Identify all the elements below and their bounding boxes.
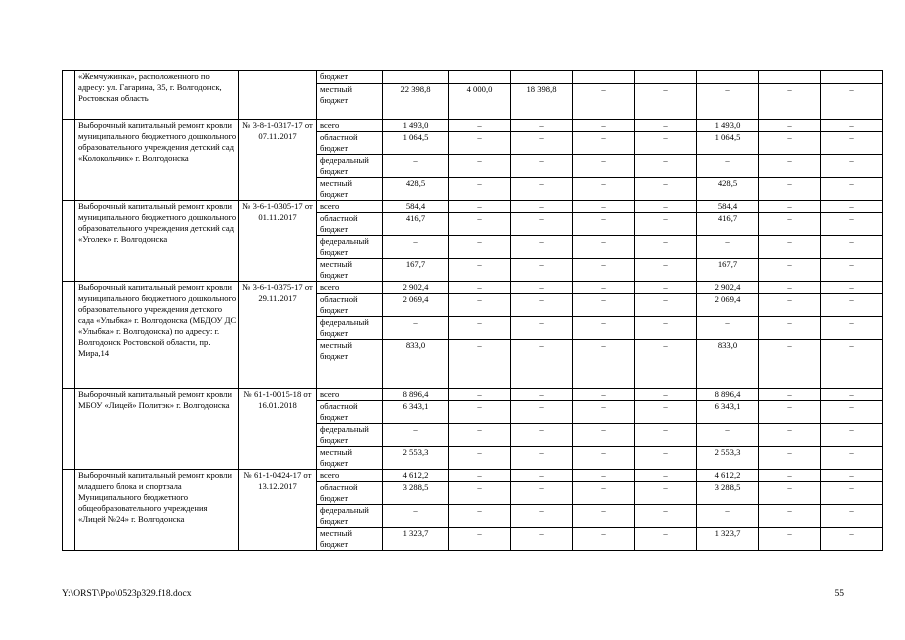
- amount-cell: –: [449, 505, 511, 528]
- amount-cell: 167,7: [383, 259, 449, 282]
- amount-cell: –: [635, 213, 697, 236]
- amount-cell: –: [511, 505, 573, 528]
- amount-cell: –: [697, 84, 759, 120]
- amount-cell: –: [449, 482, 511, 505]
- amount-cell: –: [759, 401, 821, 424]
- amount-cell: –: [449, 178, 511, 201]
- amount-cell: –: [759, 236, 821, 259]
- amount-cell: –: [573, 470, 635, 482]
- amount-cell: –: [759, 120, 821, 132]
- amount-cell: –: [821, 401, 883, 424]
- amount-cell: –: [635, 317, 697, 340]
- amount-cell: –: [821, 447, 883, 470]
- amount-cell: 1 323,7: [383, 528, 449, 551]
- amount-cell: –: [635, 389, 697, 401]
- amount-cell: –: [449, 340, 511, 389]
- amount-cell: –: [635, 155, 697, 178]
- object-description: «Жемчужинка», расположенного по адресу: ул. Гагарина, 35, г. Волгодонск, Ростовская область: [75, 71, 239, 120]
- table-row: [63, 201, 883, 213]
- amount-cell: –: [759, 470, 821, 482]
- funding-source: всего: [317, 201, 383, 213]
- funding-source: федеральный бюджет: [317, 155, 383, 178]
- amount-cell: –: [449, 294, 511, 317]
- amount-cell: 584,4: [383, 201, 449, 213]
- amount-cell: 4 000,0: [449, 84, 511, 120]
- funding-source: всего: [317, 120, 383, 132]
- amount-cell: –: [511, 447, 573, 470]
- amount-cell: 833,0: [383, 340, 449, 389]
- amount-cell: –: [511, 155, 573, 178]
- amount-cell: –: [573, 282, 635, 294]
- amount-cell: 2 553,3: [697, 447, 759, 470]
- object-description: Выборочный капитальный ремонт кровли муниципального бюджетного дошкольного образовательного учреждения детского сада «Улыбка» г. Волгодонска (МБДОУ ДС «Улыбка» г. Волгодонска) по адресу: г. Волгодонск Ростовской области, пр. Мира,14: [75, 282, 239, 389]
- amount-cell: –: [821, 178, 883, 201]
- funding-source: областной бюджет: [317, 401, 383, 424]
- object-description: Выборочный капитальный ремонт кровли младшего блока и спортзала Муниципального бюджетного общеобразовательного учреждения «Лицей №24» г. Волгодонска: [75, 470, 239, 551]
- amount-cell: 8 896,4: [383, 389, 449, 401]
- amount-cell: –: [449, 424, 511, 447]
- amount-cell: –: [573, 201, 635, 213]
- amount-cell: –: [573, 317, 635, 340]
- amount-cell: –: [573, 132, 635, 155]
- amount-cell: [697, 71, 759, 84]
- amount-cell: –: [573, 528, 635, 551]
- amount-cell: –: [449, 401, 511, 424]
- amount-cell: –: [821, 213, 883, 236]
- amount-cell: –: [759, 213, 821, 236]
- amount-cell: –: [511, 201, 573, 213]
- amount-cell: –: [697, 236, 759, 259]
- amount-cell: –: [573, 482, 635, 505]
- amount-cell: 1 323,7: [697, 528, 759, 551]
- amount-cell: –: [573, 84, 635, 120]
- row-index-cell: [63, 71, 75, 120]
- amount-cell: –: [449, 155, 511, 178]
- contract-number: № 3-8-1-0317-17 от 07.11.2017: [239, 120, 317, 201]
- footer-page-number: 55: [834, 589, 844, 599]
- amount-cell: –: [759, 447, 821, 470]
- amount-cell: –: [573, 505, 635, 528]
- amount-cell: –: [821, 505, 883, 528]
- amount-cell: –: [759, 424, 821, 447]
- amount-cell: –: [511, 236, 573, 259]
- budget-table: [62, 70, 883, 551]
- amount-cell: –: [573, 340, 635, 389]
- amount-cell: –: [573, 259, 635, 282]
- amount-cell: –: [511, 389, 573, 401]
- contract-number: № 61-1-0015-18 от 16.01.2018: [239, 389, 317, 470]
- amount-cell: 833,0: [697, 340, 759, 389]
- amount-cell: [635, 71, 697, 84]
- amount-cell: –: [383, 236, 449, 259]
- amount-cell: –: [383, 155, 449, 178]
- row-index-cell: [63, 389, 75, 470]
- amount-cell: 2 553,3: [383, 447, 449, 470]
- amount-cell: –: [573, 401, 635, 424]
- amount-cell: –: [449, 389, 511, 401]
- amount-cell: 2 902,4: [383, 282, 449, 294]
- amount-cell: –: [821, 482, 883, 505]
- amount-cell: –: [759, 317, 821, 340]
- amount-cell: 1 493,0: [383, 120, 449, 132]
- amount-cell: 416,7: [383, 213, 449, 236]
- amount-cell: –: [573, 294, 635, 317]
- amount-cell: –: [635, 482, 697, 505]
- funding-source: местный бюджет: [317, 178, 383, 201]
- amount-cell: –: [511, 317, 573, 340]
- funding-source: федеральный бюджет: [317, 236, 383, 259]
- amount-cell: –: [759, 84, 821, 120]
- table-row: [63, 470, 883, 482]
- amount-cell: –: [759, 294, 821, 317]
- amount-cell: –: [759, 282, 821, 294]
- amount-cell: –: [449, 447, 511, 470]
- amount-cell: –: [449, 213, 511, 236]
- amount-cell: –: [573, 236, 635, 259]
- object-description: Выборочный капитальный ремонт кровли муниципального бюджетного дошкольного образовательного учреждения детский сад «Уголек» г. Волгодонска: [75, 201, 239, 282]
- amount-cell: –: [821, 259, 883, 282]
- amount-cell: –: [697, 424, 759, 447]
- amount-cell: –: [821, 470, 883, 482]
- contract-number: № 3-6-1-0305-17 от 01.11.2017: [239, 201, 317, 282]
- amount-cell: –: [635, 294, 697, 317]
- amount-cell: –: [635, 401, 697, 424]
- amount-cell: –: [383, 317, 449, 340]
- row-index-cell: [63, 470, 75, 551]
- amount-cell: –: [511, 178, 573, 201]
- amount-cell: 167,7: [697, 259, 759, 282]
- amount-cell: 3 288,5: [383, 482, 449, 505]
- row-index-cell: [63, 282, 75, 389]
- amount-cell: –: [511, 282, 573, 294]
- amount-cell: –: [449, 259, 511, 282]
- funding-source: областной бюджет: [317, 132, 383, 155]
- amount-cell: [759, 71, 821, 84]
- amount-cell: –: [821, 201, 883, 213]
- amount-cell: [573, 71, 635, 84]
- amount-cell: –: [635, 259, 697, 282]
- amount-cell: –: [635, 424, 697, 447]
- table-row: [63, 120, 883, 132]
- amount-cell: 2 069,4: [697, 294, 759, 317]
- funding-source: местный бюджет: [317, 528, 383, 551]
- amount-cell: –: [635, 201, 697, 213]
- amount-cell: –: [635, 282, 697, 294]
- funding-source: областной бюджет: [317, 482, 383, 505]
- amount-cell: –: [511, 401, 573, 424]
- amount-cell: –: [635, 178, 697, 201]
- amount-cell: –: [635, 84, 697, 120]
- amount-cell: 22 398,8: [383, 84, 449, 120]
- amount-cell: –: [573, 424, 635, 447]
- funding-source: всего: [317, 389, 383, 401]
- amount-cell: –: [635, 236, 697, 259]
- amount-cell: –: [759, 340, 821, 389]
- amount-cell: –: [449, 236, 511, 259]
- funding-source: местный бюджет: [317, 340, 383, 389]
- amount-cell: –: [511, 340, 573, 389]
- amount-cell: 2 902,4: [697, 282, 759, 294]
- amount-cell: –: [759, 178, 821, 201]
- amount-cell: –: [383, 424, 449, 447]
- amount-cell: 8 896,4: [697, 389, 759, 401]
- amount-cell: 18 398,8: [511, 84, 573, 120]
- amount-cell: –: [511, 120, 573, 132]
- amount-cell: –: [573, 447, 635, 470]
- funding-source: областной бюджет: [317, 213, 383, 236]
- object-description: Выборочный капитальный ремонт кровли МБОУ «Лицей» Политэк» г. Волгодонска: [75, 389, 239, 470]
- funding-source: местный бюджет: [317, 259, 383, 282]
- amount-cell: –: [821, 389, 883, 401]
- amount-cell: [449, 71, 511, 84]
- table-row: [63, 389, 883, 401]
- contract-number: № 3-6-1-0375-17 от 29.11.2017: [239, 282, 317, 389]
- row-index-cell: [63, 201, 75, 282]
- amount-cell: –: [511, 132, 573, 155]
- amount-cell: –: [759, 528, 821, 551]
- amount-cell: –: [759, 389, 821, 401]
- amount-cell: –: [449, 282, 511, 294]
- amount-cell: –: [511, 259, 573, 282]
- funding-source: бюджет: [317, 71, 383, 84]
- amount-cell: –: [821, 282, 883, 294]
- amount-cell: [383, 71, 449, 84]
- table-row: [63, 282, 883, 294]
- amount-cell: 416,7: [697, 213, 759, 236]
- amount-cell: –: [759, 259, 821, 282]
- amount-cell: –: [573, 155, 635, 178]
- amount-cell: –: [511, 424, 573, 447]
- amount-cell: 428,5: [697, 178, 759, 201]
- amount-cell: –: [697, 317, 759, 340]
- amount-cell: –: [635, 470, 697, 482]
- amount-cell: –: [449, 201, 511, 213]
- amount-cell: –: [759, 482, 821, 505]
- table-row: [63, 71, 883, 84]
- amount-cell: –: [759, 505, 821, 528]
- amount-cell: –: [449, 132, 511, 155]
- amount-cell: –: [759, 132, 821, 155]
- funding-source: областной бюджет: [317, 294, 383, 317]
- amount-cell: 1 493,0: [697, 120, 759, 132]
- amount-cell: 4 612,2: [383, 470, 449, 482]
- contract-number: [239, 71, 317, 120]
- amount-cell: –: [821, 424, 883, 447]
- amount-cell: 6 343,1: [697, 401, 759, 424]
- amount-cell: –: [821, 317, 883, 340]
- amount-cell: 1 064,5: [383, 132, 449, 155]
- funding-source: местный бюджет: [317, 84, 383, 120]
- amount-cell: –: [697, 155, 759, 178]
- amount-cell: [821, 71, 883, 84]
- funding-source: всего: [317, 282, 383, 294]
- amount-cell: –: [511, 470, 573, 482]
- funding-source: местный бюджет: [317, 447, 383, 470]
- amount-cell: –: [821, 340, 883, 389]
- amount-cell: 4 612,2: [697, 470, 759, 482]
- amount-cell: –: [449, 528, 511, 551]
- amount-cell: –: [511, 213, 573, 236]
- amount-cell: –: [449, 120, 511, 132]
- amount-cell: –: [821, 528, 883, 551]
- amount-cell: –: [821, 294, 883, 317]
- funding-source: всего: [317, 470, 383, 482]
- contract-number: № 61-1-0424-17 от 13.12.2017: [239, 470, 317, 551]
- funding-source: федеральный бюджет: [317, 505, 383, 528]
- amount-cell: –: [821, 155, 883, 178]
- row-index-cell: [63, 120, 75, 201]
- amount-cell: –: [573, 120, 635, 132]
- amount-cell: 584,4: [697, 201, 759, 213]
- amount-cell: –: [697, 505, 759, 528]
- amount-cell: –: [635, 120, 697, 132]
- amount-cell: –: [821, 120, 883, 132]
- amount-cell: –: [449, 470, 511, 482]
- amount-cell: –: [635, 505, 697, 528]
- amount-cell: –: [449, 317, 511, 340]
- amount-cell: –: [635, 528, 697, 551]
- amount-cell: –: [635, 447, 697, 470]
- amount-cell: 1 064,5: [697, 132, 759, 155]
- amount-cell: –: [573, 389, 635, 401]
- amount-cell: –: [511, 528, 573, 551]
- amount-cell: –: [759, 155, 821, 178]
- amount-cell: [511, 71, 573, 84]
- funding-source: федеральный бюджет: [317, 317, 383, 340]
- amount-cell: 428,5: [383, 178, 449, 201]
- object-description: Выборочный капитальный ремонт кровли муниципального бюджетного дошкольного образовательного учреждения детский сад «Колокольчик» г. Волгодонска: [75, 120, 239, 201]
- footer-file-path: Y:\ORST\Ppo\0523p329.f18.docx: [62, 589, 192, 599]
- amount-cell: –: [759, 201, 821, 213]
- amount-cell: –: [635, 132, 697, 155]
- amount-cell: –: [573, 213, 635, 236]
- amount-cell: 2 069,4: [383, 294, 449, 317]
- amount-cell: 6 343,1: [383, 401, 449, 424]
- amount-cell: –: [635, 340, 697, 389]
- amount-cell: –: [821, 236, 883, 259]
- amount-cell: –: [821, 84, 883, 120]
- amount-cell: –: [511, 294, 573, 317]
- funding-source: федеральный бюджет: [317, 424, 383, 447]
- amount-cell: –: [573, 178, 635, 201]
- amount-cell: –: [383, 505, 449, 528]
- amount-cell: –: [511, 482, 573, 505]
- amount-cell: 3 288,5: [697, 482, 759, 505]
- amount-cell: –: [821, 132, 883, 155]
